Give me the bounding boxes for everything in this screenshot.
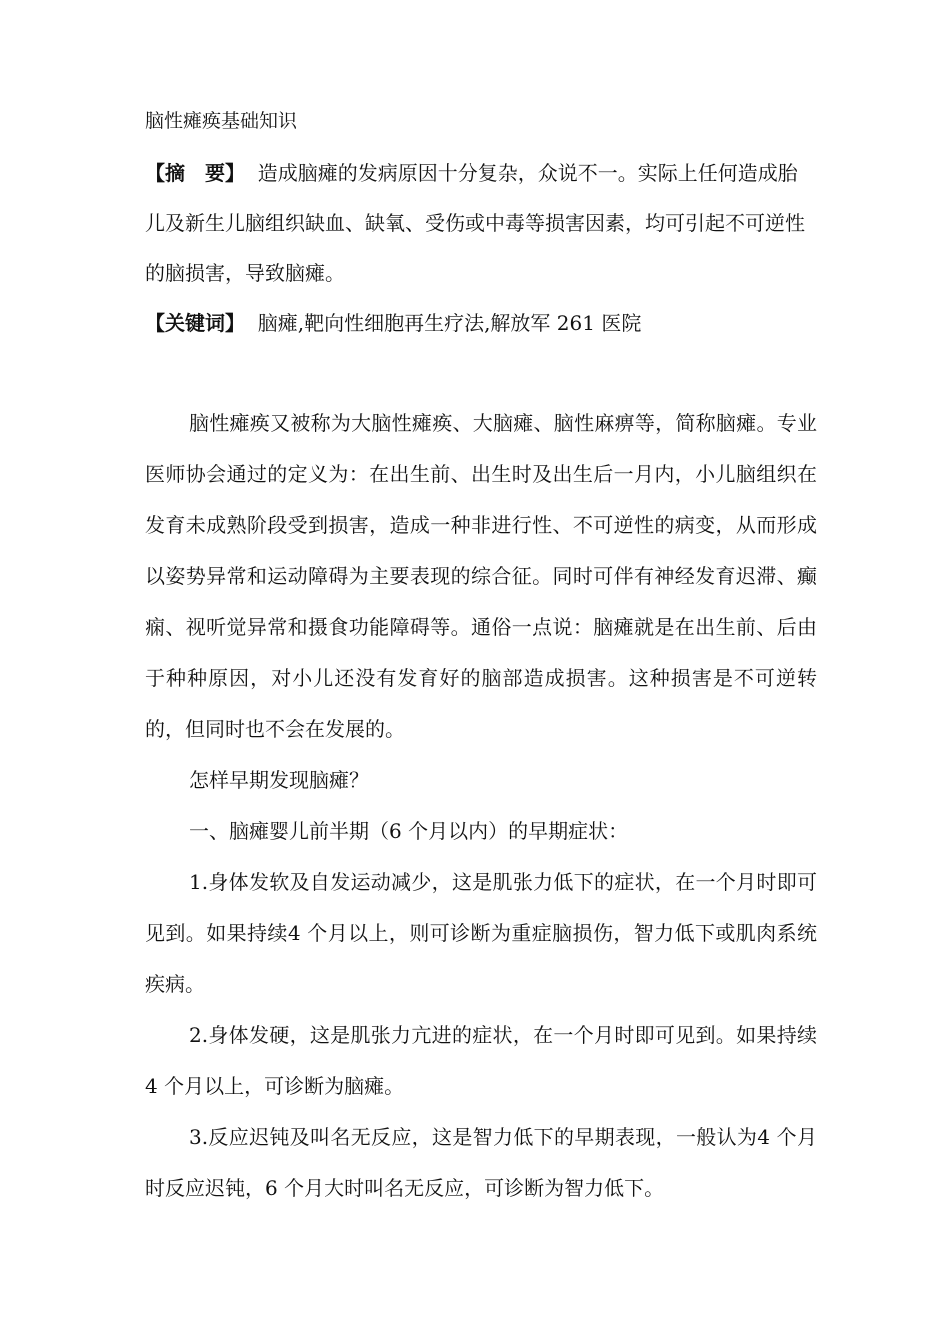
document-body bbox=[145, 398, 817, 1214]
abstract-label: 【摘 要】 bbox=[145, 161, 245, 185]
list-item-symptom-3: 3.反应迟钝及叫名无反应，这是智力低下的早期表现，一般认为4 个月时反应迟钝，6 个月大时叫名无反应，可诊断为智力低下。 bbox=[145, 1125, 817, 1200]
section-heading-first-half: 一、脑瘫婴儿前半期（6 个月以内）的早期症状： bbox=[189, 819, 629, 843]
keywords-section bbox=[145, 298, 817, 348]
keywords-label: 【关键词】 bbox=[145, 311, 245, 335]
keywords-text: 脑瘫,靶向性细胞再生疗法,解放军 261 医院 bbox=[257, 311, 642, 335]
heading-early-detection: 怎样早期发现脑瘫？ bbox=[189, 768, 369, 792]
paragraph-definition: 脑性瘫痪又被称为大脑性瘫痪、大脑瘫、脑性麻痹等，简称脑瘫。专业医师协会通过的定义为：在出生前、出生时及出生后一月内，小儿脑组织在发育未成熟阶段受到损害，造成一种非进行性、不可逆性的病变，从而形成以姿势异常和运动障碍为主要表现的综合征。同时可伴有神经发育迟滞、癫痫、视听觉异常和摄食功能障碍等。通俗一点说：脑瘫就是在出生前、后由于种种原因，对小儿还没有发育好的脑部造成损害。这种损害是不可逆转的，但同时也不会在发展的。 bbox=[145, 411, 817, 741]
document-title: 脑性瘫痪基础知识 bbox=[145, 110, 298, 132]
abstract-text: 造成脑瘫的发病原因十分复杂，众说不一。实际上任何造成胎儿及新生儿脑组织缺血、缺氧、受伤或中毒等损害因素，均可引起不可逆性的脑损害，导致脑瘫。 bbox=[145, 161, 805, 285]
abstract-section bbox=[145, 148, 817, 298]
list-item-symptom-2: 2.身体发硬，这是肌张力亢进的症状，在一个月时即可见到。如果持续 4 个月以上，可诊断为脑瘫。 bbox=[145, 1023, 817, 1098]
list-item-symptom-1: 1.身体发软及自发运动减少，这是肌张力低下的症状，在一个月时即可见到。如果持续4 个月以上，则可诊断为重症脑损伤，智力低下或肌肉系统疾病。 bbox=[145, 870, 817, 996]
